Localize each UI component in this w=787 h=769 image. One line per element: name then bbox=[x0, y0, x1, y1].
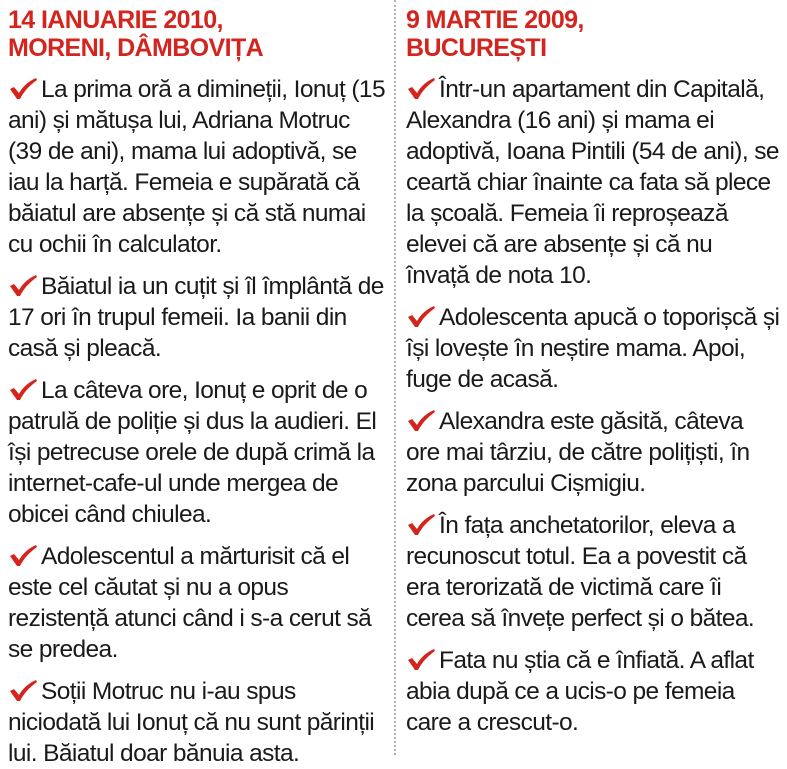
case-column-moreni bbox=[0, 0, 394, 767]
case-location: MORENI, DÂMBOVIȚA bbox=[8, 34, 264, 62]
case-column-bucuresti bbox=[394, 0, 787, 755]
list-item bbox=[406, 74, 781, 291]
case-date: 14 IANUARIE 2010, bbox=[8, 6, 223, 34]
checkmark-icon bbox=[406, 78, 436, 100]
checkmark-icon bbox=[406, 410, 436, 432]
list-item bbox=[8, 74, 388, 260]
checkmark-icon bbox=[8, 379, 38, 401]
list-item-text: În fața anchetatorilor, eleva a recunoscut totul. Ea a povestit că era terorizată de victimă care îi cerea să învețe perfect și o bătea. bbox=[406, 512, 755, 632]
case-header bbox=[8, 6, 388, 62]
list-item-text: Adolescentul a mărturisit că el este cel căutat și nu a opus rezistență atunci când i s-a cerut să se predea. bbox=[8, 543, 372, 663]
checkmark-icon bbox=[8, 78, 38, 100]
list-item-text: La prima oră a dimineții, Ionuț (15 ani) și mătușa lui, Adriana Motruc (39 de ani), mama lui adoptivă, se iau la harță. Femeia e supărată că băiatul are absențe și că stă numai cu ochii în calculator. bbox=[8, 76, 385, 258]
list-item-text: Fata nu știa că e înfiată. A aflat abia după ce a ucis-o pe femeia care a crescut-o. bbox=[406, 647, 754, 736]
list-item-text: Soții Motruc nu i-au spus niciodată lui Ionuț că nu sunt părinții lui. Băiatul doar bănuia asta. bbox=[8, 678, 375, 767]
checkmark-icon bbox=[406, 649, 436, 671]
list-item bbox=[406, 510, 781, 634]
checkmark-icon bbox=[8, 275, 38, 297]
case-location: BUCUREȘTI bbox=[406, 34, 547, 62]
list-item bbox=[8, 271, 388, 364]
list-item bbox=[8, 676, 388, 769]
list-item bbox=[8, 375, 388, 530]
checkmark-icon bbox=[406, 306, 436, 328]
list-item bbox=[406, 302, 781, 395]
case-date: 9 MARTIE 2009, bbox=[406, 6, 584, 34]
list-item bbox=[406, 645, 781, 738]
checkmark-icon bbox=[8, 545, 38, 567]
checkmark-icon bbox=[406, 514, 436, 536]
list-item-text: La câteva ore, Ionuț e oprit de o patrulă de poliție și dus la audieri. El își petrecuse orele de după crimă la internet-cafe-ul unde mergea de obicei când chiulea. bbox=[8, 377, 377, 528]
case-header bbox=[406, 6, 781, 62]
list-item-text: Alexandra este găsită, câteva ore mai târziu, de către polițiști, în zona parcului Cișmigiu. bbox=[406, 408, 750, 497]
list-item-text: Adolescenta apucă o toporișcă și își lovește în neștire mama. Apoi, fuge de acasă. bbox=[406, 304, 780, 393]
list-item-text: Într-un apartament din Capitală, Alexandra (16 ani) și mama ei adoptivă, Ioana Pintili (54 de ani), se ceartă chiar înainte ca fata să plece la școală. Femeia îi reproșează elevei că are absențe și că nu învață de nota 10. bbox=[406, 76, 779, 289]
list-item bbox=[8, 541, 388, 665]
checkmark-icon bbox=[8, 680, 38, 702]
list-item bbox=[406, 406, 781, 499]
list-item-text: Băiatul ia un cuțit și îl împlântă de 17 ori în trupul femeii. Ia banii din casă și pleacă. bbox=[8, 273, 384, 362]
